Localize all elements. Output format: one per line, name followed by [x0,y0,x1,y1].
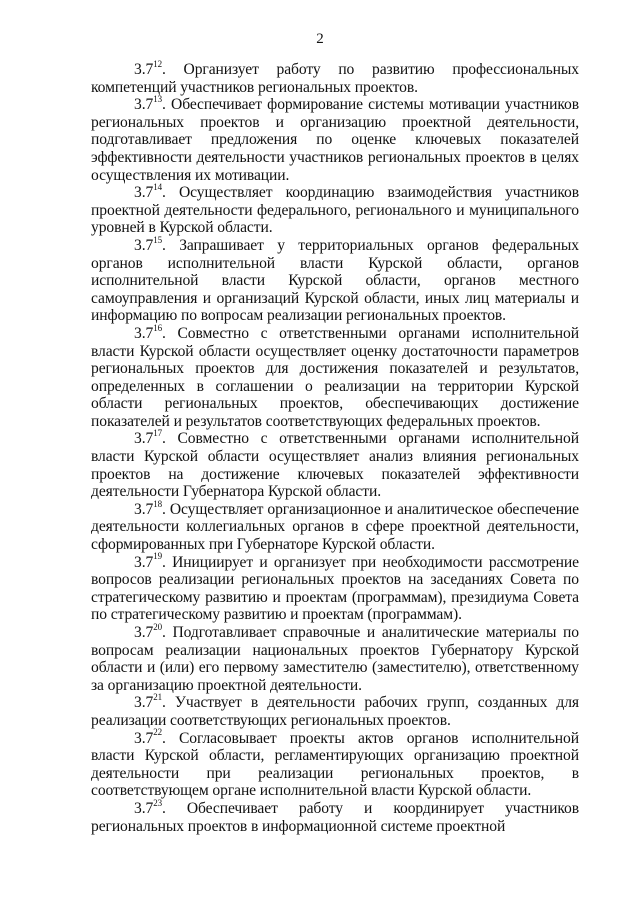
paragraph-3-7-13 [91,96,579,184]
paragraph-3-7-14 [91,181,579,237]
paragraph-3-7-16 [91,322,579,431]
paragraph-3-7-20 [91,621,579,694]
paragraph-text: . Совместно с ответственными органами исполнительной власти Курской области осуществляет анализ влияния региональных проектов на достижение ключевых показателей эффективности деятельности Губернатора Курской области. [91,430,579,501]
clause-number: $3.7^{20}$ [134,621,163,641]
paragraph-3-7-12 [91,58,579,96]
paragraph-3-7-19 [91,551,579,624]
paragraph-3-7-15 [91,234,579,325]
clause-number: $3.7^{12}$ [134,58,163,78]
clause-number: $3.7^{22}$ [134,727,163,747]
clause-number: $3.7^{15}$ [134,234,163,254]
paragraph-text: . Запрашивает у территориальных органов федеральных органов исполнительной власти Курской области, органов исполнительной власти Курской области, органов местного самоуправления и организаций Курской области, иных лиц материалы и информацию по вопросам реализации региональных проектов. [91,236,579,325]
paragraph-text: . Осуществляет организационное и аналитическое обеспечение деятельности коллегиальных органов в сфере проектной деятельности, сформированных при Губернаторе Курской области. [91,500,579,554]
paragraph-text: . Согласовывает проекты актов органов исполнительной власти Курской области, регламентирующих организацию проектной деятельности при реализации региональных проектов, в соответствующем органе исполнительной власти Курской области. [91,729,579,800]
paragraph-text: . Организует работу по развитию профессиональных компетенций участников региональных проектов. [91,61,579,96]
clause-number: $3.7^{14}$ [134,181,163,202]
paragraph-text: . Участвует в деятельности рабочих групп, созданных для реализации соответствующих региональных проектов. [91,694,579,729]
clause-number: $3.7^{19}$ [134,551,163,571]
clause-number: $3.7^{18}$ [134,498,163,518]
paragraph-3-7-17 [91,430,579,500]
paragraph-text: . Обеспечивает формирование системы мотивации участников региональных проектов и организацию проектной деятельности, подготавливает предложения по оценке ключевых показателей эффективности деятельности участников региональных проектов в целях осуществления их мотивации. [91,96,579,184]
clause-number: $3.7^{23}$ [134,797,163,817]
page-number: 2 [316,31,324,47]
paragraph-text: . Совместно с ответственными органами исполнительной власти Курской области осуществляет оценку достаточности параметров региональных проектов для достижения показателей и результатов, определенных в соглашении о реализации на территории Курской области региональных проектов, обеспечивающих достижение показателей и результатов соответствующих федеральных проектов. [91,324,579,430]
paragraph-text: . Обеспечивает работу и координирует участников региональных проектов в информационной системе проектной [91,799,579,835]
clause-number: $3.7^{13}$ [134,94,163,114]
paragraph-text: . Осуществляет координацию взаимодействия участников проектной деятельности федерального, регионального и муниципального уровней в Курской области. [91,184,579,237]
paragraph-text: . Инициирует и организует при необходимости рассмотрение вопросов реализации региональных проектов на заседаниях Совета по стратегическому развитию и проектам (программам), президиума Совета по стратегическому развитию и проектам (программам). [91,553,579,624]
paragraph-3-7-18 [91,498,579,554]
document-body [91,58,579,835]
paragraph-3-7-22 [91,727,579,800]
paragraph-3-7-21 [91,694,579,729]
clause-number: $3.7^{16}$ [134,322,163,342]
clause-number: $3.7^{17}$ [134,428,163,448]
paragraph-3-7-23 [91,797,579,835]
clause-number: $3.7^{21}$ [134,692,163,712]
paragraph-text: . Подготавливает справочные и аналитические материалы по вопросам реализации национальных проектов Губернатору Курской области и (или) его первому заместителю (заместителю), ответственному за организацию проектной деятельности. [91,624,579,694]
